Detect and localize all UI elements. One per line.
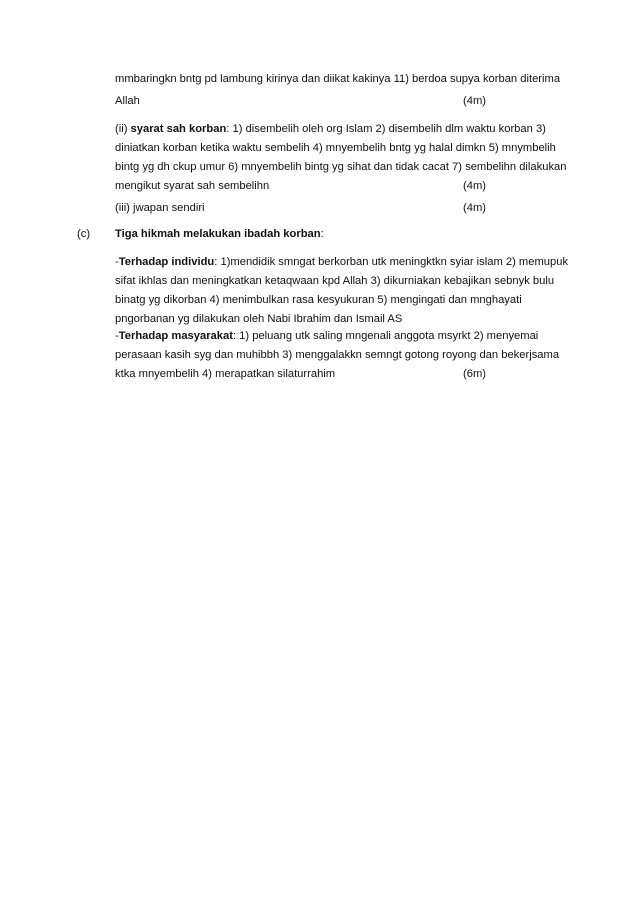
answer-i-line-1: mmbaringkn bntg pd lambung kirinya dan diikat kakinya 11) berdoa supya korban diterima (115, 73, 561, 85)
part-c-label: (c) (77, 228, 91, 240)
hikmah-individu-line-4: pngorbanan yg dilakukan oleh Nabi Ibrahim dan Ismail AS (115, 313, 403, 325)
answer-ii-prefix: (ii) (115, 123, 131, 135)
hikmah-masyarakat-marks: (6m) (463, 368, 486, 380)
answer-ii-line-1 (115, 122, 546, 136)
hikmah-individu-dash: - (115, 256, 119, 268)
part-c-heading (115, 227, 324, 241)
part-c-heading-text: Tiga hikmah melakukan ibadah korban (115, 228, 321, 240)
hikmah-individu-line-3: binatg yg dikorban 4) menimbulkan rasa kesyukuran 5) mengingati dan mnghayati (115, 294, 522, 306)
answer-ii-line-4: mengikut syarat sah sembelihn (115, 180, 270, 192)
part-c-heading-suffix: : (320, 228, 324, 240)
answer-ii-line-2: diniatkan korban ketika waktu sembelih 4) mnyembelih bntg yg halal dimkn 5) mnymbelih (115, 142, 556, 154)
answer-ii-heading: syarat sah korban (130, 123, 227, 135)
answer-i-line-2: Allah (115, 95, 140, 107)
answer-ii-line-3: bintg yg dh ckup umur 6) mnyembelih bintg yg sihat dan tidak cacat 7) sembelihn dilakukan (115, 161, 567, 173)
hikmah-individu-heading: Terhadap individu (118, 256, 215, 268)
hikmah-masyarakat-line-1 (115, 329, 538, 343)
hikmah-individu-line-1-rest: : 1)mendidik smngat berkorban utk meningktkn syiar islam 2) memupuk (214, 256, 569, 268)
answer-i-marks: (4m) (463, 95, 486, 107)
hikmah-masyarakat-line-1-rest: : 1) peluang utk saling mngenali anggota msyrkt 2) menyemai (232, 330, 539, 342)
answer-ii-line-1-rest: : 1) disembelih oleh org Islam 2) disembelih dlm waktu korban 3) (226, 123, 546, 135)
hikmah-masyarakat-dash: - (115, 330, 119, 342)
answer-ii-marks: (4m) (463, 180, 486, 192)
answer-iii-marks: (4m) (463, 202, 486, 214)
hikmah-individu-line-1 (115, 255, 568, 269)
hikmah-masyarakat-line-3: ktka mnyembelih 4) merapatkan silaturrahim (115, 368, 336, 380)
hikmah-masyarakat-heading: Terhadap masyarakat (118, 330, 233, 342)
hikmah-individu-line-2: sifat ikhlas dan meningkatkan ketaqwaan kpd Allah 3) dikurniakan kebajikan sebnyk bulu (115, 275, 555, 287)
answer-iii-text: (iii) jwapan sendiri (115, 202, 205, 214)
hikmah-masyarakat-line-2: perasaan kasih syg dan muhibbh 3) menggalakkn semngt gotong royong dan bekerjsama (115, 349, 560, 361)
